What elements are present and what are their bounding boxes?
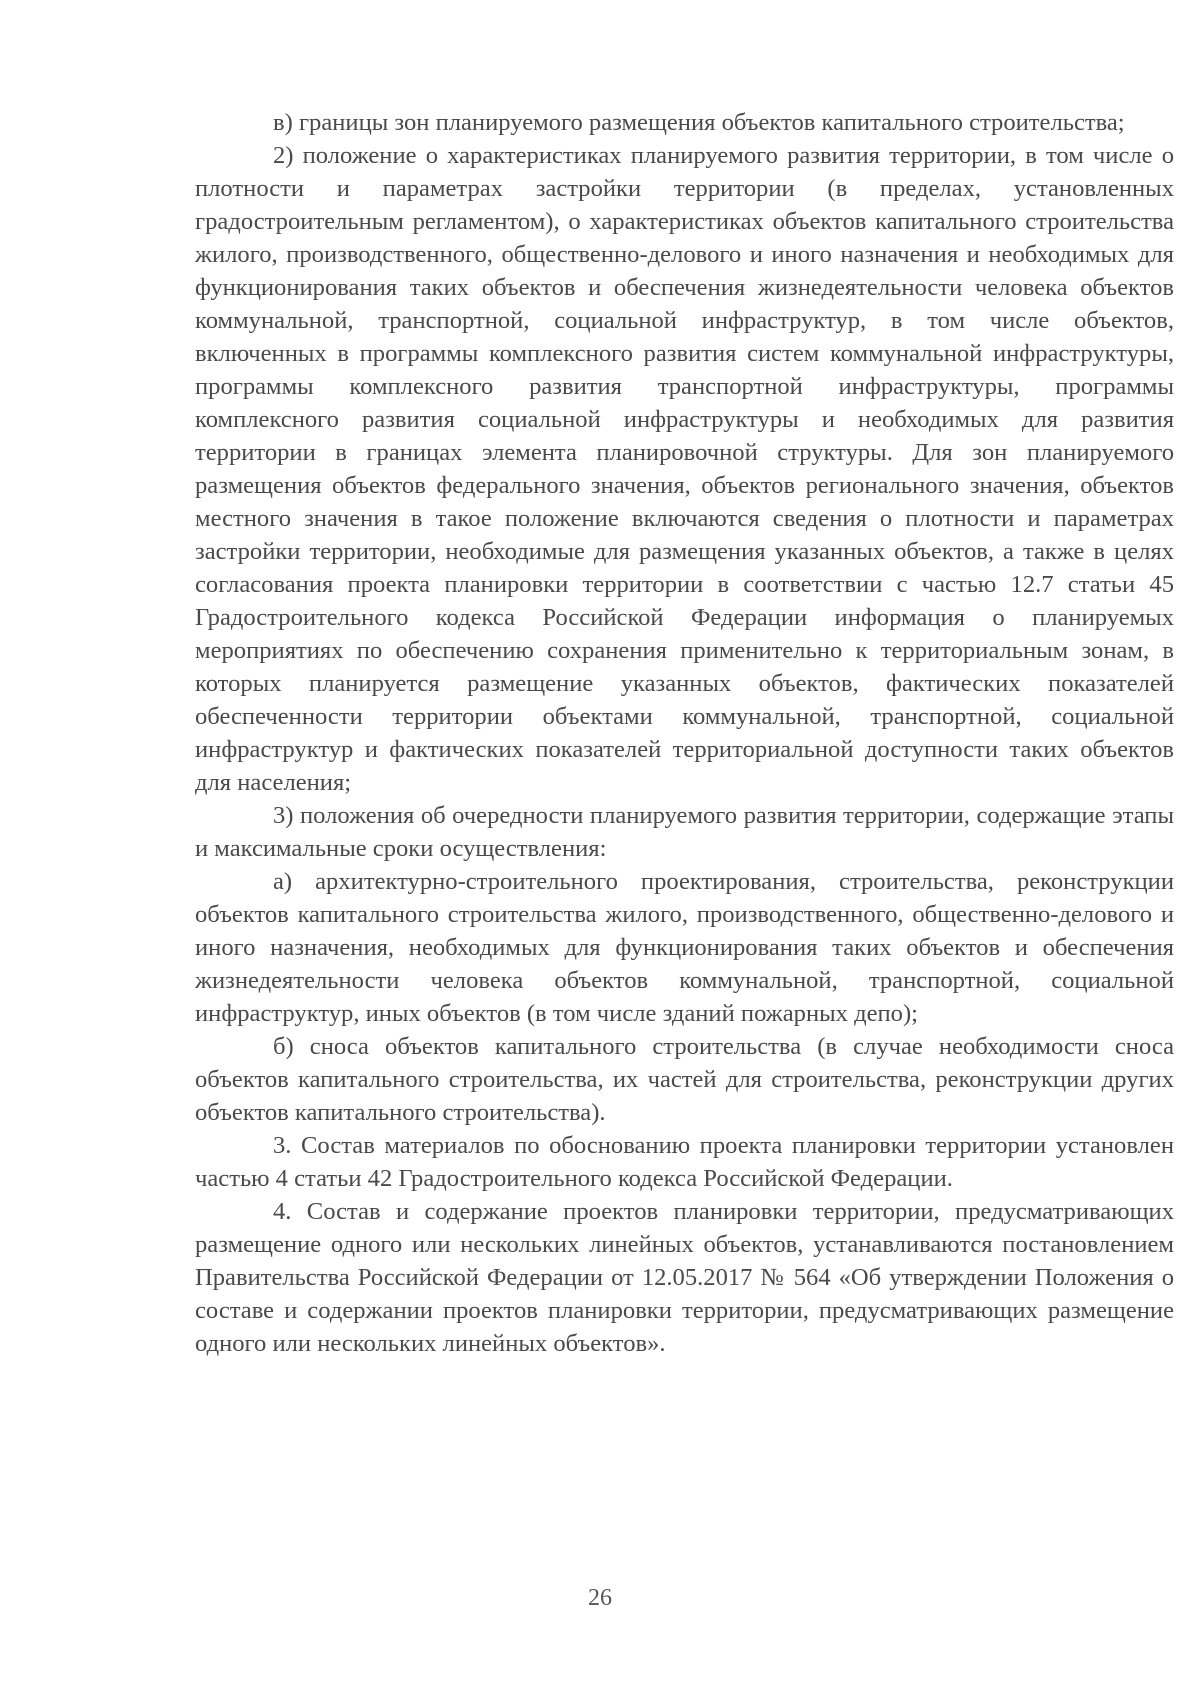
paragraph-substantiation-materials: 3. Состав материалов по обоснованию проекта планировки территории установлен частью 4 статьи 42 Градостроительного кодекса Российской Федерации.	[195, 1132, 1174, 1192]
document-body	[195, 106, 1174, 1360]
page-number: 26	[588, 1585, 612, 1611]
paragraph-zone-boundaries: в) границы зон планируемого размещения объектов капитального строительства;	[273, 109, 1125, 136]
paragraph-demolition: б) сноса объектов капитального строительства (в случае необходимости сноса объектов капитального строительства, их частей для строительства, реконструкции других объектов капитального строительства).	[195, 1033, 1174, 1126]
paragraph-development-sequence: 3) положения об очередности планируемого развития территории, содержащие этапы и максимальные сроки осуществления:	[195, 802, 1174, 862]
paragraph-development-characteristics: 2) положение о характеристиках планируемого развития территории, в том числе о плотности и параметрах застройки территории (в пределах, установленных градостроительным регламентом), о характеристиках объектов капитального строительства жилого, производственного, общественно-делового и иного назначения и необходимых для функционирования таких объектов и обеспечения жизнедеятельности человека объектов коммунальной, транспортной, социальной инфраструктур, в том числе объектов, включенных в программы комплексного развития систем коммунальной инфраструктуры, программы комплексного развития транспортной инфраструктуры, программы комплексного развития социальной инфраструктуры и необходимых для развития территории в границах элемента планировочной структуры. Для зон планируемого размещения объектов федерального значения, объектов регионального значения, объектов местного значения в такое положение включаются сведения о плотности и параметрах застройки территории, необходимые для размещения указанных объектов, а также в целях согласования проекта планировки территории в соответствии с частью 12.7 статьи 45 Градостроительного кодекса Российской Федерации информация о планируемых мероприятиях по обеспечению сохранения применительно к территориальным зонам, в которых планируется размещение указанных объектов, фактических показателей обеспеченности территории объектами коммунальной, транспортной, социальной инфраструктур и фактических показателей территориальной доступности таких объектов для населения;	[195, 142, 1174, 796]
paragraph-linear-objects: 4. Состав и содержание проектов планировки территории, предусматривающих размещение одного или нескольких линейных объектов, устанавливаются постановлением Правительства Российской Федерации от 12.05.2017 № 564 «Об утверждении Положения о составе и содержании проектов планировки территории, предусматривающих размещение одного или нескольких линейных объектов».	[195, 1198, 1174, 1357]
paragraph-design-construction: а) архитектурно-строительного проектирования, строительства, реконструкции объектов капитального строительства жилого, производственного, общественно-делового и иного назначения, необходимых для функционирования таких объектов и обеспечения жизнедеятельности человека объектов коммунальной, транспортной, социальной инфраструктур, иных объектов (в том числе зданий пожарных депо);	[195, 868, 1174, 1027]
